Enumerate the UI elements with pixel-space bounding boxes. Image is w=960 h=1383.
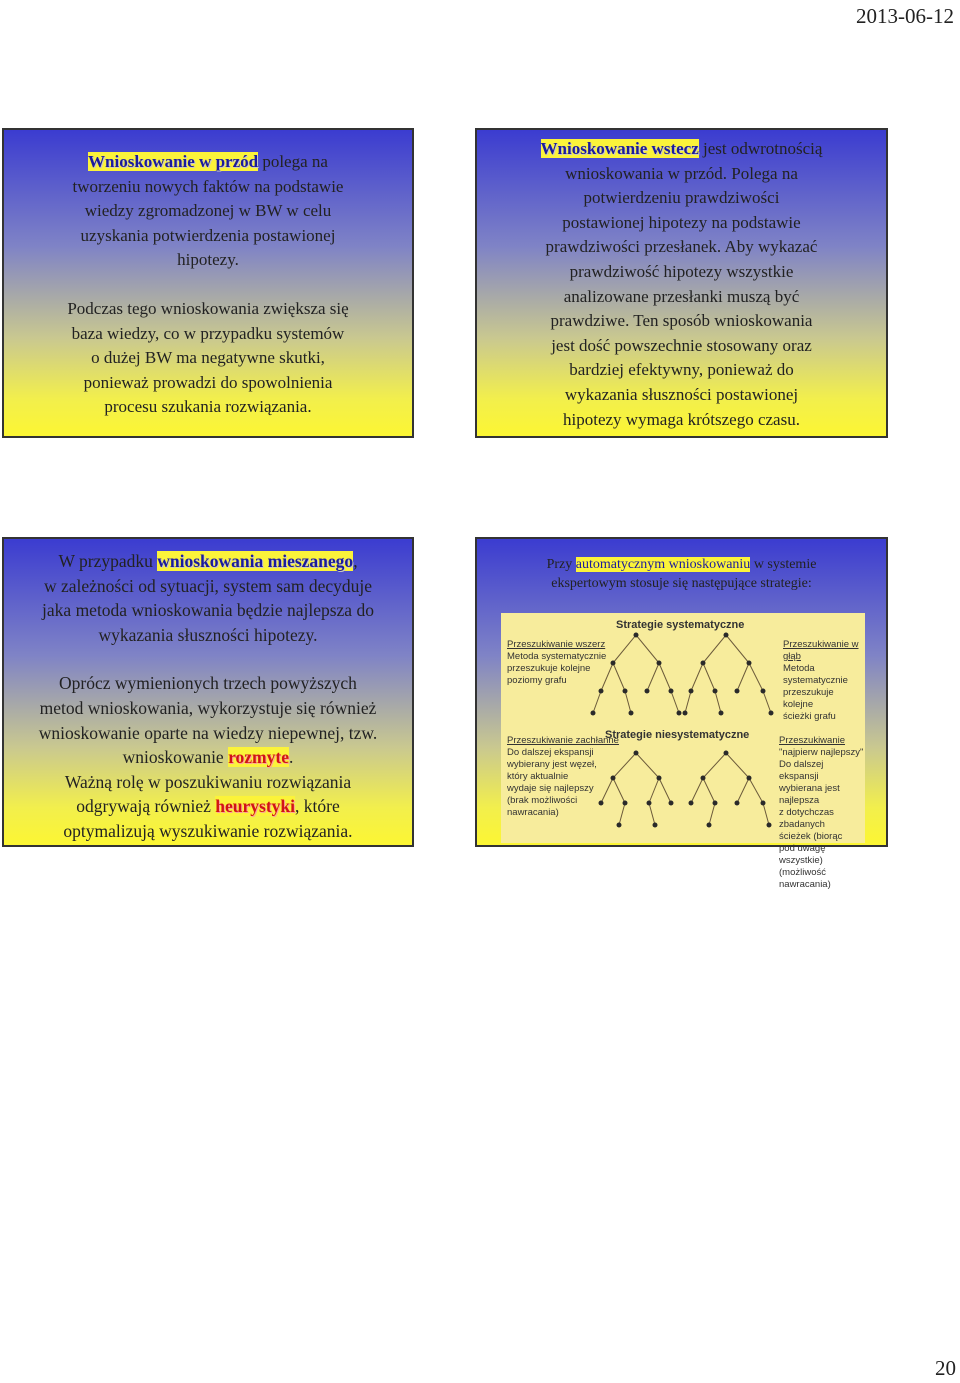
slide2-line2: wnioskowania w przód. Polega na [565, 163, 798, 183]
slide4-intro-line1: Przy automatycznym wnioskowaniu w systemie [546, 557, 817, 572]
slide-mixed-chaining [2, 537, 414, 847]
slide1-line3: wiedzy zgromadzonej w BW w celu [84, 201, 332, 221]
slide4-intro-line2: ekspertowym stosuje się następujące strategie: [551, 576, 812, 591]
slide1-line2: tworzeniu nowych faktów na podstawie [72, 176, 344, 196]
slide1-p2-line5: procesu szukania rozwiązania. [104, 397, 312, 417]
term-fuzzy: rozmyte [228, 747, 289, 768]
label-greedy: Przeszukiwanie zachłanne Do dalszej ekspansji wybierany jest węzeł, który aktualnie wydaje się najlepszy (brak możliwości nawracania) [507, 735, 619, 818]
term-forward: Wnioskowanie w przód [88, 152, 259, 171]
slide3-p2-line4: wnioskowanie rozmyte. [122, 747, 294, 768]
slide2-line1: Wnioskowanie wstecz jest odwrotnością [540, 139, 823, 158]
slide1-line1: Wnioskowanie w przód polega na [88, 152, 328, 171]
slide2-line8: prawdziwe. Ten sposób wnioskowania [550, 311, 813, 331]
slide3-line3: jaka metoda wnioskowania będzie najlepsza do [42, 600, 374, 621]
slide2-line7: analizowane przesłanki muszą być [563, 286, 800, 306]
slide2-line12: hipotezy wymaga krótszego czasu. [563, 409, 800, 429]
slide-forward-chaining [2, 128, 414, 438]
slide2-line3: potwierdzeniu prawdziwości [583, 188, 780, 208]
header-systematic: Strategie systematyczne [616, 619, 745, 631]
slide2-line9: jest dość powszechnie stosowany oraz [551, 335, 812, 355]
label-depth-first: Przeszukiwanie w głąb Metoda systematycznie przeszukuje kolejne ścieżki grafu [783, 639, 859, 722]
slide3-p3-line1: Ważną rolę w poszukiwaniu rozwiązania [64, 771, 352, 792]
slide1-line4: uzyskania potwierdzenia postawionej [80, 225, 336, 245]
slide3-line1: W przypadku wnioskowania mieszanego, [58, 551, 358, 571]
slide1-p2-line4: ponieważ prowadzi do spowolnienia [83, 372, 333, 392]
slide1-p2-line1: Podczas tego wnioskowania zwiększa się [67, 298, 349, 318]
slide2-line6: prawdziwość hipotezy wszystkie [569, 261, 794, 281]
slide2-line11: wykazania słuszności postawionej [564, 384, 799, 404]
slide2-line5: prawdziwości przesłanek. Aby wykazać [545, 237, 818, 257]
page-number: 20 [935, 1356, 956, 1380]
page-date: 2013-06-12 [856, 4, 954, 28]
term-automatic: automatycznym wnioskowaniu [575, 557, 751, 572]
slide1-p2-line3: o dużej BW ma negatywne skutki, [91, 348, 325, 368]
header-nonsystematic: Strategie niesystematyczne [605, 729, 750, 741]
strategies-figure [501, 613, 865, 890]
slide2-line4: postawionej hipotezy na podstawie [562, 212, 801, 232]
slide2-line10: bardziej efektywny, ponieważ do [569, 360, 794, 380]
slide3-line4: wykazania słuszności hipotezy. [98, 624, 318, 645]
slide3-line2: w zależności od sytuacji, system sam decyduje [43, 575, 373, 596]
slide3-p2-line2: metod wnioskowania, wykorzystuje się również [39, 697, 377, 718]
term-backward: Wnioskowanie wstecz [540, 139, 699, 158]
slide3-p3-line3: optymalizują wyszukiwanie rozwiązania. [63, 820, 353, 841]
slide-strategies [475, 537, 888, 890]
slide3-p2-line3: wnioskowanie oparte na wiedzy niepewnej, tzw. [38, 722, 378, 743]
slide-backward-chaining [475, 128, 888, 438]
label-breadth-first: Przeszukiwanie wszerz Metoda systematycznie przeszukuje kolejne poziomy grafu [507, 639, 607, 686]
term-mixed: wnioskowania mieszanego [157, 551, 354, 571]
label-best-first: Przeszukiwanie "najpierw najlepszy" Do dalszej ekspansji wybierana jest najlepsza z dotychczas zbadanych ścieżek (biorąc pod uwagę wszystkie) (możliwość nawracania) [779, 735, 864, 890]
slide1-p2-line2: baza wiedzy, co w przypadku systemów [71, 323, 345, 343]
slide3-p2-line1: Oprócz wymienionych trzech powyższych [59, 673, 357, 694]
slide3-p3-line2: odgrywają również heurystyki, które [76, 796, 340, 817]
term-heuristics: heurystyki [215, 796, 295, 817]
slide1-line5: hipotezy. [177, 250, 239, 270]
